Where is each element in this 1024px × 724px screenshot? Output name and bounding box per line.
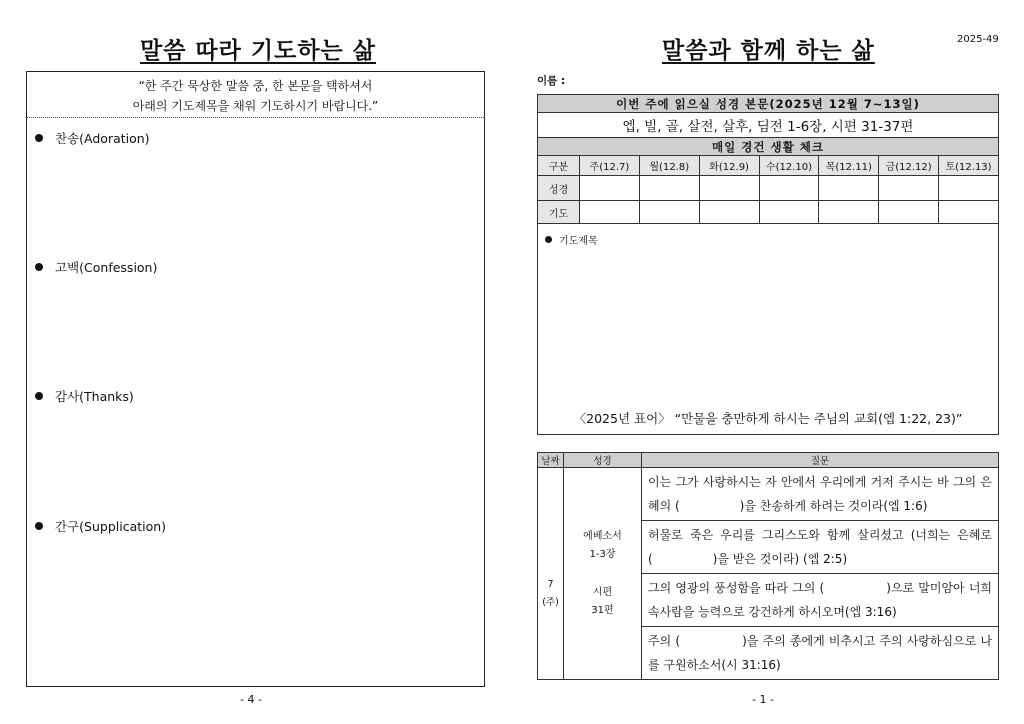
section-label: 감사(Thanks) [55, 389, 134, 404]
prayer-topics-label: 기도제목 [559, 236, 598, 247]
section-label: 찬송(Adoration) [55, 131, 150, 146]
section-adoration [35, 129, 150, 147]
issue-number: 2025-49 [957, 34, 999, 45]
instruction-text [27, 72, 484, 118]
quiz-header-question: 질문 [642, 453, 999, 468]
reading-header: 이번 주에 읽으실 성경 본문(2025년 12월 7~13일) [538, 95, 999, 113]
quiz-bible-range [564, 468, 642, 680]
quiz-question: 이는 그가 사랑하시는 자 안에서 우리에게 거저 주시는 바 그의 은혜의 ( )을 찬송하게 하려는 것이라(엡 1:6) [642, 468, 999, 521]
quiz-header-bible: 성경 [564, 453, 642, 468]
check-cell[interactable] [580, 176, 640, 201]
bullet-icon [545, 236, 552, 243]
section-thanks [35, 387, 134, 405]
quiz-question: 주의 ( )을 주의 종에게 비추시고 주의 사랑하심으로 나를 구원하소서(시 31:16) [642, 627, 999, 680]
quiz-date [538, 468, 564, 680]
row-label-prayer: 기도 [538, 201, 580, 224]
check-cell[interactable] [699, 176, 759, 201]
section-label: 고백(Confession) [55, 260, 158, 275]
bullet-icon [35, 263, 43, 271]
check-cell[interactable] [759, 176, 819, 201]
check-cell[interactable] [819, 176, 879, 201]
column-header: 화(12.9) [699, 156, 759, 176]
daily-check-header: 매일 경건 생활 체크 [538, 138, 999, 156]
right-page-number: - 1 - [752, 693, 774, 706]
yearly-motto: 〈2025년 표어〉 “만물을 충만하게 하시는 주님의 교회(엡 1:22, 23)” [573, 411, 963, 426]
quiz-bible-book-1: 에베소서 [583, 530, 622, 542]
prayer-topics-box [537, 221, 999, 435]
column-header: 수(12.10) [759, 156, 819, 176]
table-row [538, 176, 999, 201]
quiz-date-weekday: (주) [542, 596, 559, 608]
name-label: 이름 : [537, 75, 566, 87]
bullet-icon [35, 522, 43, 530]
column-header: 구분 [538, 156, 580, 176]
right-page-title: 말씀과 함께 하는 삶 [662, 38, 875, 64]
prayer-guide-box [26, 71, 485, 687]
row-label-bible: 성경 [538, 176, 580, 201]
quiz-question: 그의 영광의 풍성함을 따라 그의 ( )으로 말미암아 너희 속사람을 능력으로 강건하게 하시오며(엡 3:16) [642, 574, 999, 627]
column-header: 토(12.13) [939, 156, 999, 176]
quiz-date-day: 7 [547, 578, 554, 590]
section-confession [35, 258, 157, 276]
left-page-number: - 4 - [240, 693, 262, 706]
prayer-topics-heading [545, 232, 598, 247]
quiz-bible-chapters-1: 1-3장 [589, 548, 616, 560]
section-supplication [35, 517, 166, 535]
reading-passage: 엡, 빌, 골, 살전, 살후, 딤전 1-6장, 시편 31-37편 [538, 113, 999, 138]
check-cell[interactable] [879, 176, 939, 201]
quiz-bible-chapters-2: 31편 [591, 604, 614, 616]
left-page-title: 말씀 따라 기도하는 삶 [140, 38, 376, 64]
quiz-bible-book-2: 시편 [592, 586, 613, 598]
column-header: 월(12.8) [639, 156, 699, 176]
quiz-table [537, 452, 999, 680]
column-header: 목(12.11) [819, 156, 879, 176]
bullet-icon [35, 134, 43, 142]
section-label: 간구(Supplication) [55, 519, 167, 534]
quiz-header-date: 날짜 [538, 453, 564, 468]
bullet-icon [35, 392, 43, 400]
column-header: 주(12.7) [580, 156, 640, 176]
table-header-row [538, 156, 999, 176]
reading-plan-table [537, 94, 999, 224]
check-cell[interactable] [639, 176, 699, 201]
check-cell[interactable] [939, 176, 999, 201]
instruction-line-1: “한 주간 묵상한 말씀 중, 한 본문을 택하셔서 [138, 79, 373, 93]
quiz-question: 허물로 죽은 우리를 그리스도와 함께 살리셨고 (너희는 은혜로 ( )을 받은 것이라) (엡 2:5) [642, 521, 999, 574]
instruction-line-2: 아래의 기도제목을 채워 기도하시기 바랍니다.” [132, 99, 379, 113]
column-header: 금(12.12) [879, 156, 939, 176]
